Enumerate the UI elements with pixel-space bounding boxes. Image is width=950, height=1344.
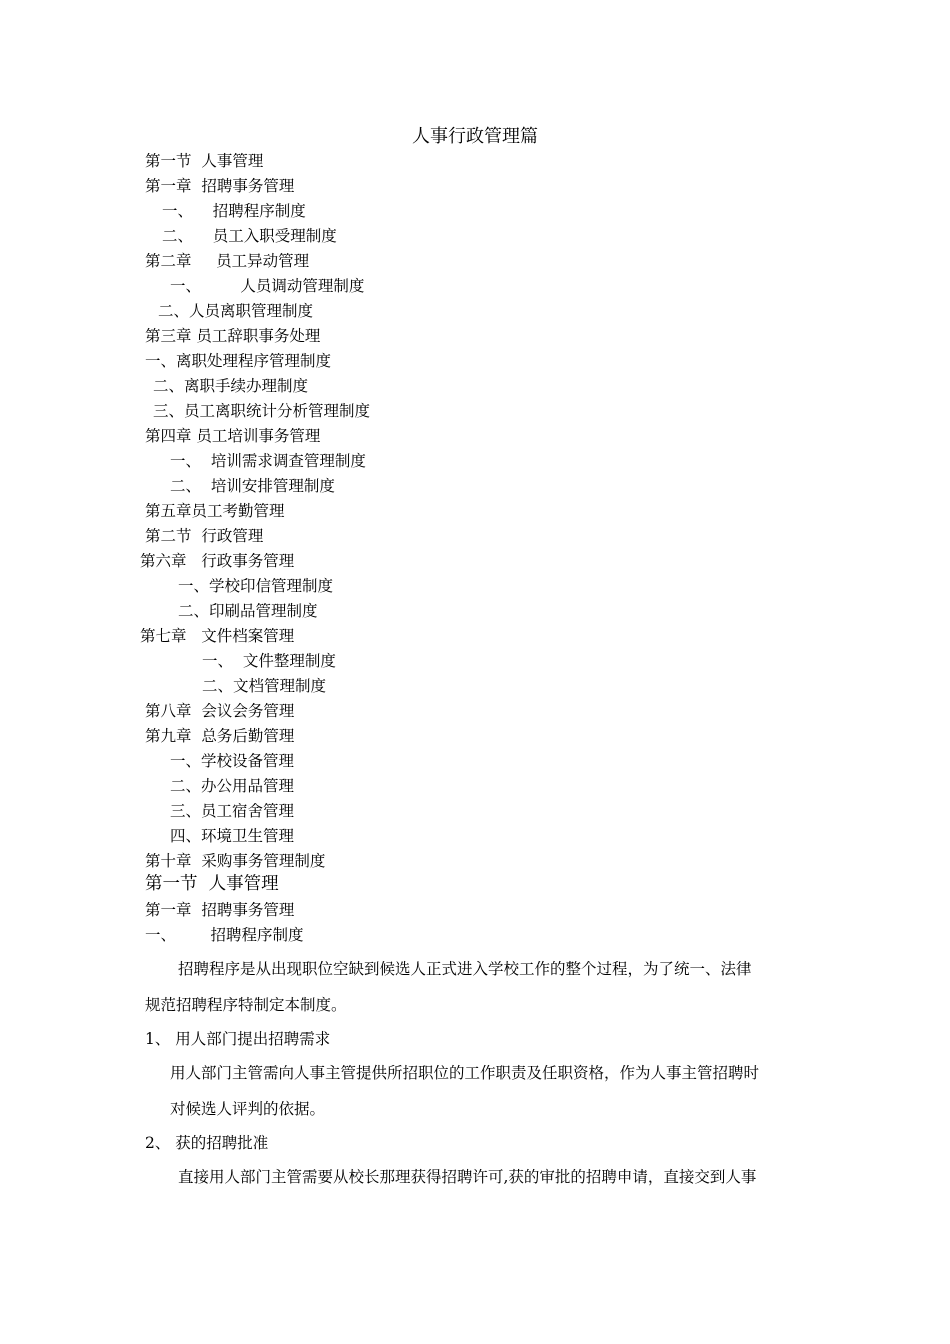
toc-line: 第五章员工考勤管理 [145,502,285,520]
item-heading: 1、 用人部门提出招聘需求 [145,1030,331,1048]
toc-line: 三、员工离职统计分析管理制度 [153,402,371,420]
toc-line: 一、 文件整理制度 [202,652,336,670]
toc-line: 第十章 采购事务管理制度 [145,852,326,870]
paragraph-line: 对候选人评判的依据。 [170,1100,326,1118]
document-title: 人事行政管理篇 [412,126,538,147]
chapter-heading: 第一章 招聘事务管理 [145,901,295,919]
sub-heading: 一、 招聘程序制度 [145,926,304,944]
item-heading: 2、 获的招聘批准 [145,1134,269,1152]
toc-line: 一、学校设备管理 [170,752,295,770]
toc-line: 四、环境卫生管理 [170,827,295,845]
toc-line: 二、印刷品管理制度 [178,602,318,620]
paragraph-line: 直接用人部门主管需要从校长那理获得招聘许可,获的审批的招聘申请，直接交到人事 [178,1168,757,1186]
toc-line: 一、 招聘程序制度 [162,202,306,220]
toc-line: 第六章 行政事务管理 [140,552,295,570]
toc-line: 第一节 人事管理 [145,152,264,170]
paragraph-line: 招聘程序是从出现职位空缺到候选人正式进入学校工作的整个过程，为了统一、法律 [178,960,752,978]
toc-line: 二、 员工入职受理制度 [162,227,337,245]
toc-line: 第二章 员工异动管理 [145,252,310,270]
toc-line: 第一章 招聘事务管理 [145,177,295,195]
toc-line: 一、 人员调动管理制度 [170,277,365,295]
paragraph-line: 用人部门主管需向人事主管提供所招职位的工作职责及任职资格，作为人事主管招聘时 [170,1064,760,1082]
toc-line: 二、文档管理制度 [202,677,327,695]
toc-line: 一、 培训需求调查管理制度 [170,452,366,470]
toc-line: 三、员工宿舍管理 [170,802,295,820]
toc-line: 第九章 总务后勤管理 [145,727,295,745]
toc-line: 二、离职手续办理制度 [153,377,309,395]
toc-line: 第四章 员工培训事务管理 [145,427,321,445]
toc-line: 一、离职处理程序管理制度 [145,352,332,370]
toc-line: 第二节 行政管理 [145,527,264,545]
toc-line: 第八章 会议会务管理 [145,702,295,720]
paragraph-line: 规范招聘程序特制定本制度。 [145,996,347,1014]
toc-line: 一、学校印信管理制度 [178,577,334,595]
toc-line: 二、 培训安排管理制度 [170,477,335,495]
toc-line: 第三章 员工辞职事务处理 [145,327,321,345]
toc-line: 第七章 文件档案管理 [140,627,295,645]
toc-line: 二、人员离职管理制度 [158,302,314,320]
section-heading: 第一节 人事管理 [145,874,279,894]
toc-line: 二、办公用品管理 [170,777,295,795]
